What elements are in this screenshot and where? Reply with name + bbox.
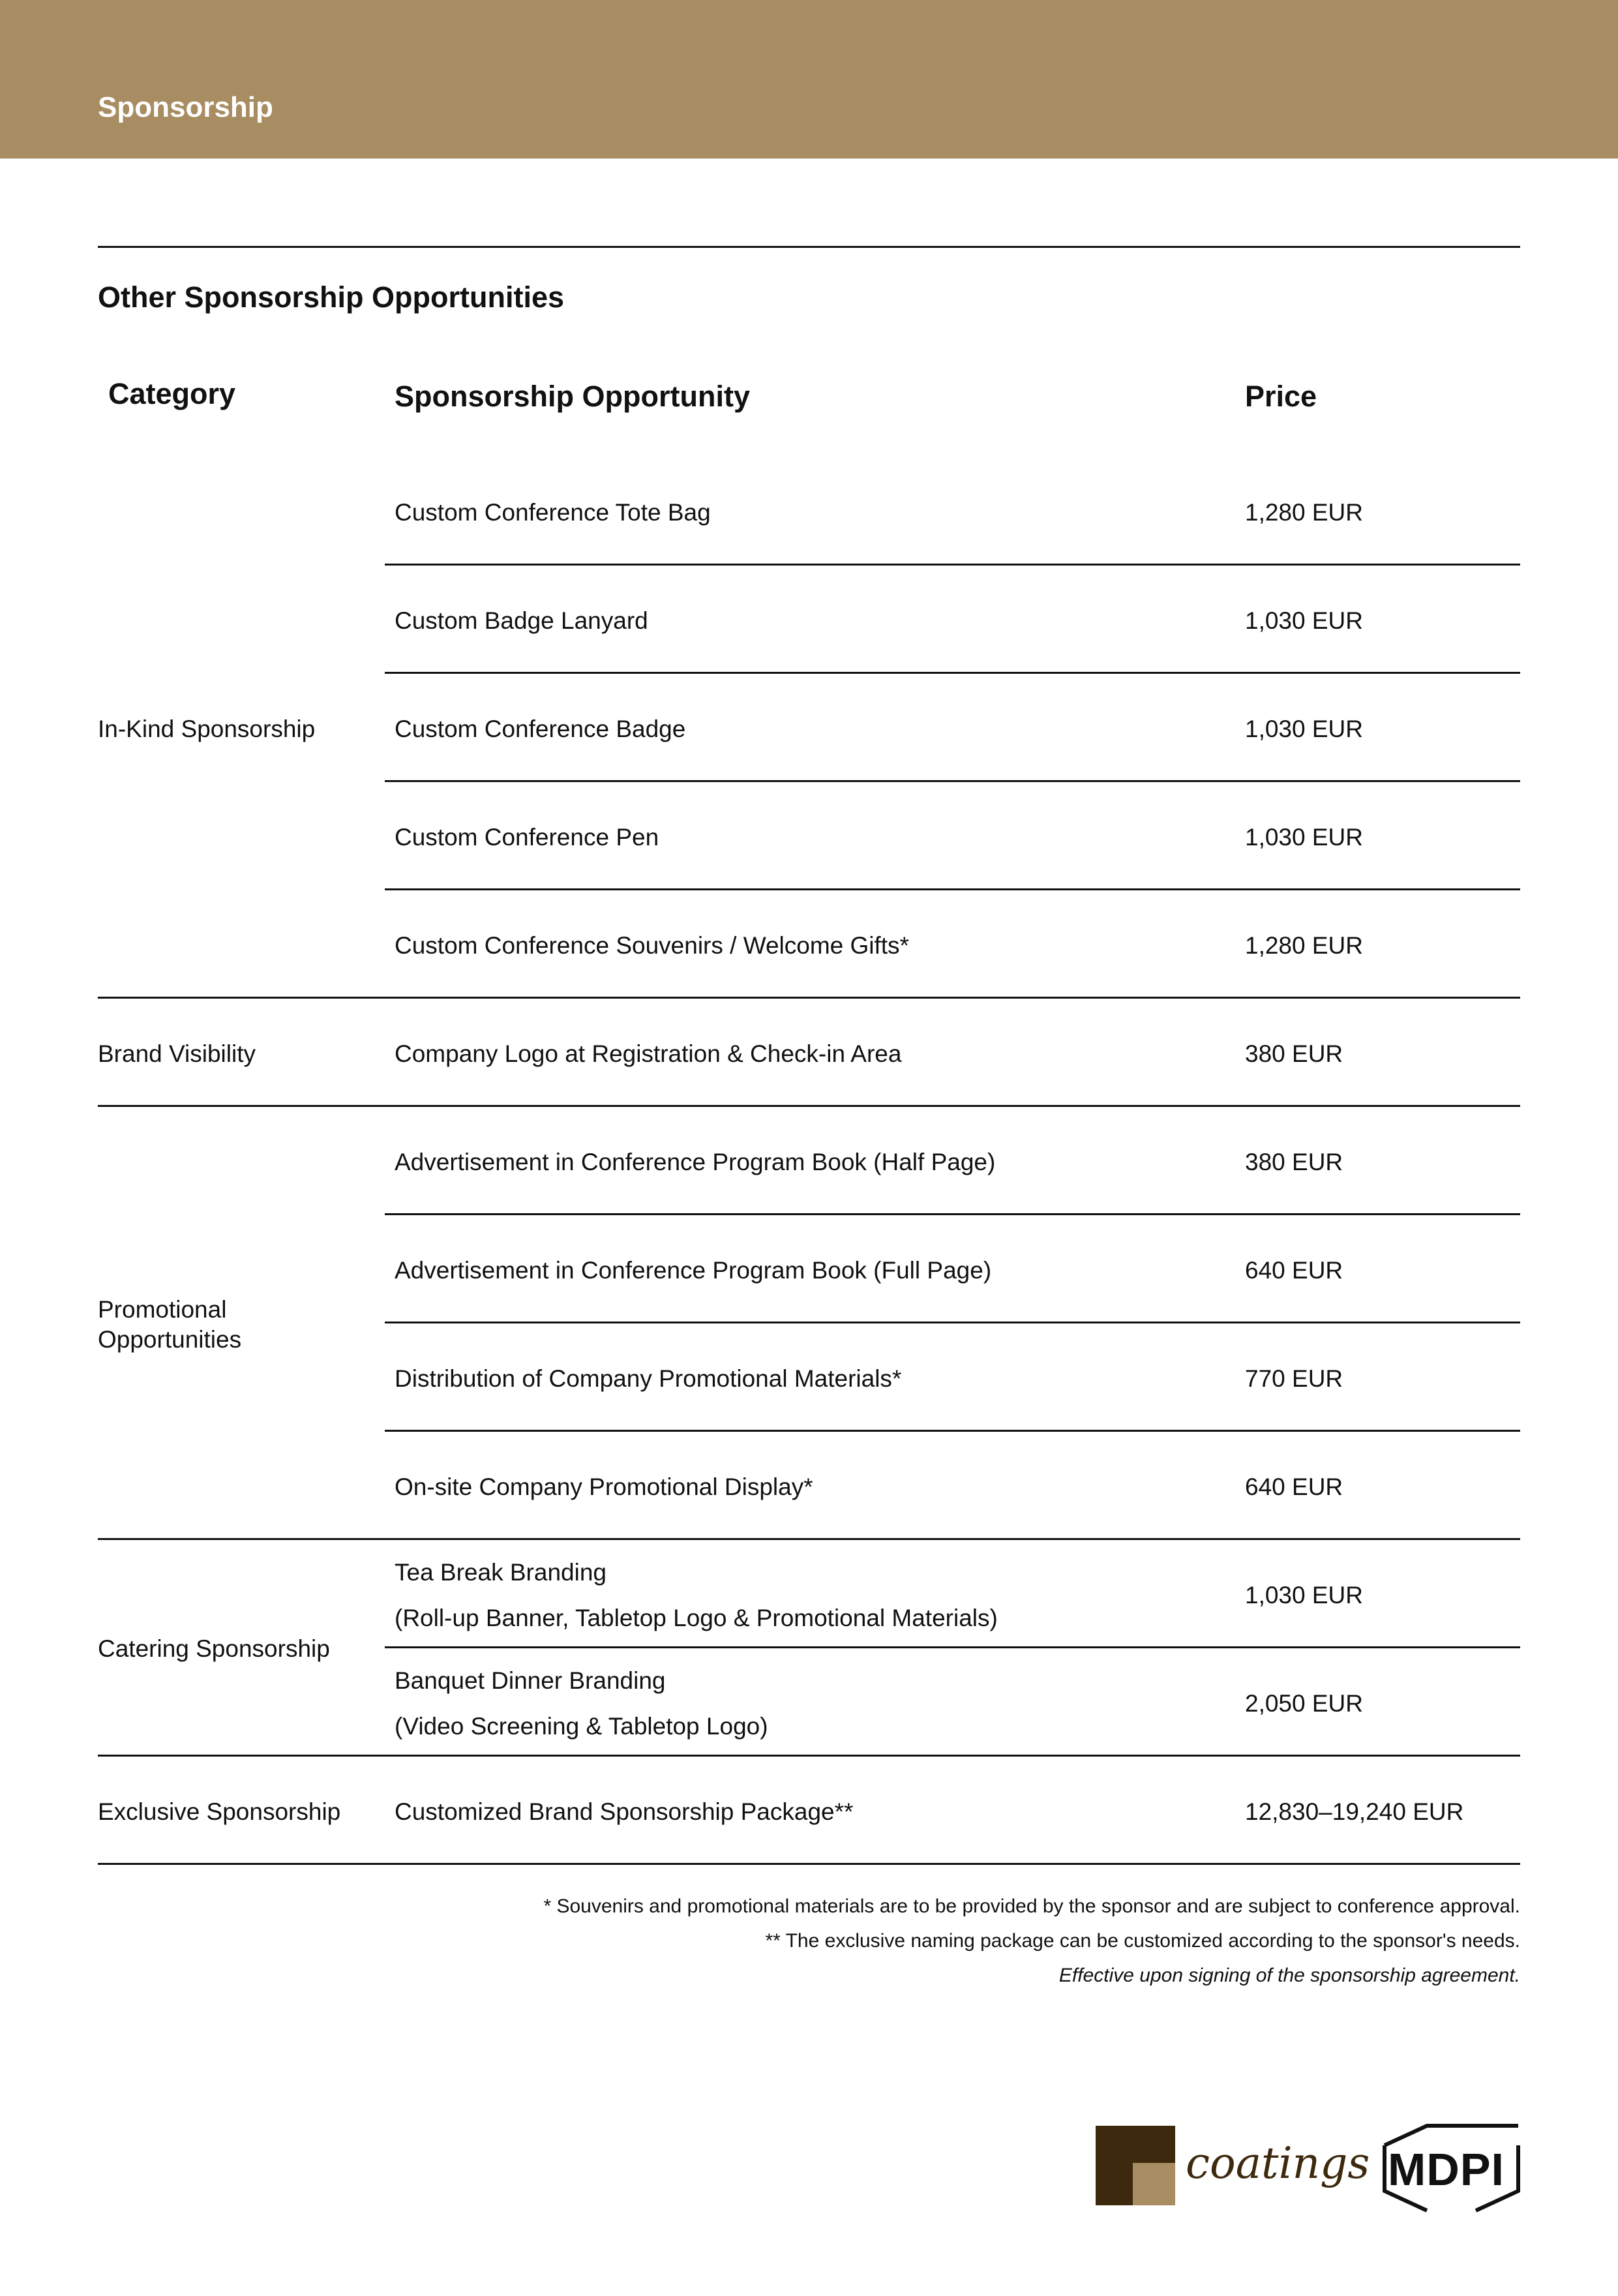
table-row-price: 380 EUR — [1245, 1040, 1343, 1067]
table-row-opportunity: Custom Badge Lanyard — [395, 607, 648, 634]
category-promotional-line1: Promotional — [98, 1296, 227, 1323]
group-divider — [98, 1755, 1520, 1757]
group-divider — [98, 1538, 1520, 1540]
table-row-price: 640 EUR — [1245, 1257, 1343, 1284]
table-row-opportunity: Banquet Dinner Branding — [395, 1667, 666, 1694]
header-band — [0, 0, 1618, 159]
column-header-price: Price — [1245, 380, 1317, 413]
header-title: Sponsorship — [98, 91, 273, 123]
table-row-price: 380 EUR — [1245, 1149, 1343, 1175]
table-row-opportunity: Customized Brand Sponsorship Package** — [395, 1798, 854, 1825]
category-exclusive: Exclusive Sponsorship — [98, 1798, 341, 1825]
row-divider — [385, 1213, 1520, 1215]
row-divider — [385, 780, 1520, 782]
row-divider — [385, 1430, 1520, 1432]
row-divider — [385, 672, 1520, 674]
category-brand-visibility: Brand Visibility — [98, 1040, 256, 1067]
category-catering: Catering Sponsorship — [98, 1635, 330, 1662]
table-row-opportunity: Advertisement in Conference Program Book (Full Page) — [395, 1257, 992, 1284]
table-row-opportunity: Custom Conference Badge — [395, 716, 686, 742]
table-row-opportunity: Custom Conference Pen — [395, 824, 659, 851]
row-divider — [385, 888, 1520, 890]
table-row-price: 12,830–19,240 EUR — [1245, 1798, 1464, 1825]
category-promotional-line2: Opportunities — [98, 1326, 242, 1353]
table-row-opportunity-detail: (Video Screening & Tabletop Logo) — [395, 1713, 768, 1740]
top-divider — [98, 246, 1520, 248]
table-row-price: 1,030 EUR — [1245, 1582, 1363, 1609]
mdpi-wordmark: MDPI — [1388, 2144, 1505, 2195]
table-row-price: 770 EUR — [1245, 1365, 1343, 1392]
category-promotional — [98, 1295, 241, 1355]
table-row-opportunity: Tea Break Branding — [395, 1559, 607, 1586]
group-divider — [98, 1105, 1520, 1107]
table-row-opportunity: Distribution of Company Promotional Materials* — [395, 1365, 902, 1392]
footnote-exclusive-package: ** The exclusive naming package can be customized according to the sponsor's needs. — [765, 1930, 1520, 1952]
section-title: Other Sponsorship Opportunities — [98, 280, 565, 314]
coatings-wordmark: coatings — [1186, 2138, 1370, 2188]
row-divider — [385, 1646, 1520, 1648]
table-row-opportunity: Custom Conference Tote Bag — [395, 499, 711, 526]
table-row-opportunity: Custom Conference Souvenirs / Welcome Gifts* — [395, 932, 909, 959]
table-row-price: 2,050 EUR — [1245, 1690, 1363, 1717]
table-row-opportunity: Advertisement in Conference Program Book (Half Page) — [395, 1149, 996, 1175]
table-bottom-divider — [98, 1863, 1520, 1865]
table-row-opportunity: On-site Company Promotional Display* — [395, 1473, 813, 1500]
table-row-price: 1,280 EUR — [1245, 932, 1363, 959]
table-row-price: 1,030 EUR — [1245, 716, 1363, 742]
column-header-opportunity: Sponsorship Opportunity — [395, 380, 750, 413]
footnote-effective: Effective upon signing of the sponsorship agreement. — [1058, 1965, 1520, 1986]
table-row-price: 1,030 EUR — [1245, 824, 1363, 851]
table-row-opportunity-detail: (Roll-up Banner, Tabletop Logo & Promotional Materials) — [395, 1605, 998, 1631]
coatings-logo-icon — [1096, 2126, 1175, 2205]
coatings-logo-square — [1133, 2163, 1175, 2205]
table-row-opportunity: Company Logo at Registration & Check-in Area — [395, 1040, 902, 1067]
row-divider — [385, 564, 1520, 566]
table-row-price: 1,280 EUR — [1245, 499, 1363, 526]
table-row-price: 1,030 EUR — [1245, 607, 1363, 634]
column-header-category: Category — [108, 377, 236, 410]
category-in-kind: In-Kind Sponsorship — [98, 716, 316, 742]
footnote-souvenirs: * Souvenirs and promotional materials are to be provided by the sponsor and are subject to conference approval. — [543, 1896, 1520, 1917]
table-row-price: 640 EUR — [1245, 1473, 1343, 1500]
group-divider — [98, 997, 1520, 999]
row-divider — [385, 1322, 1520, 1323]
